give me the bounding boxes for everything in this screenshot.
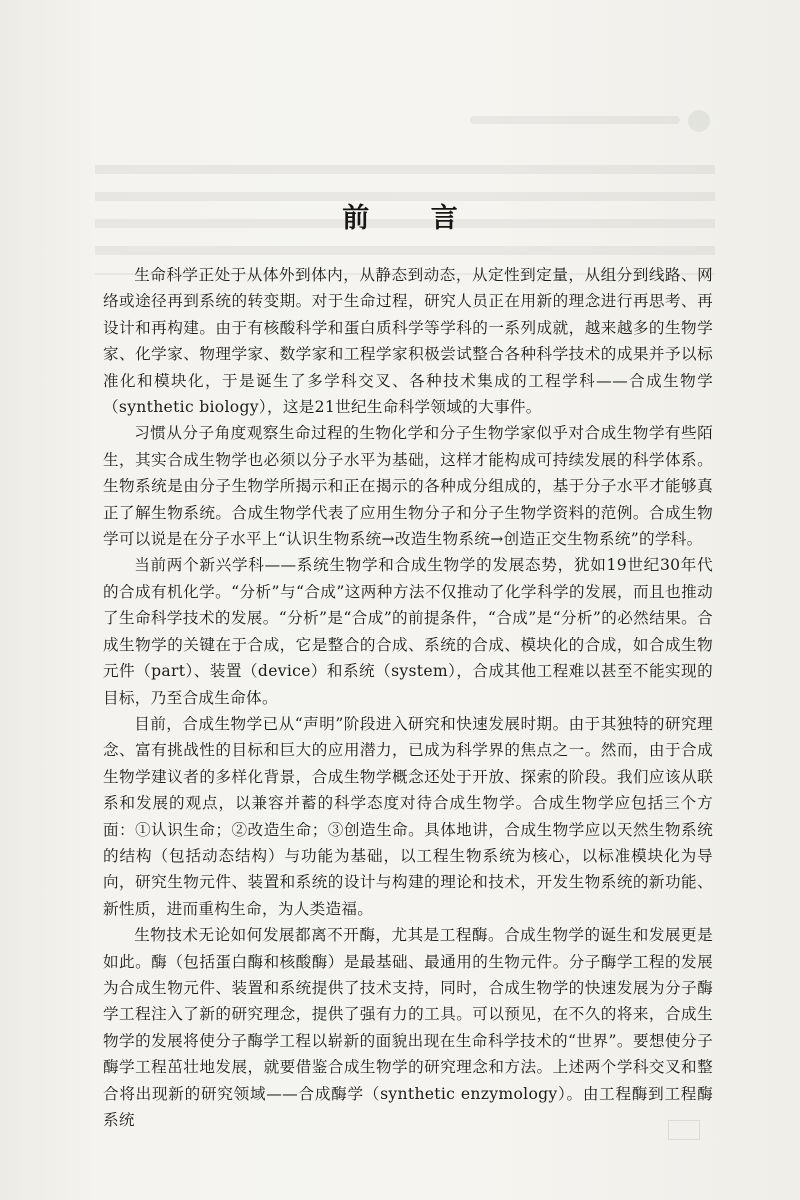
preface-body bbox=[103, 262, 713, 1133]
paragraph-5: 生物技术无论如何发展都离不开酶，尤其是工程酶。合成生物学的诞生和发展更是如此。酶（包括蛋白酶和核酸酶）是最基础、最通用的生物元件。分子酶学工程的发展为合成生物元件、装置和系统提供了技术支持，同时，合成生物学的快速发展为分子酶学工程注入了新的研究理念，提供了强有力的工具。可以预见，在不久的将来，合成生物学的发展将使分子酶学工程以崭新的面貌出现在生命科学技术的“世界”。要想使分子酶学工程茁壮地发展，就要借鉴合成生物学的研究理念和方法。上述两个学科交叉和整合将出现新的研究领域——合成酶学（synthetic enzymology）。由工程酶到工程酶系统 bbox=[103, 926, 713, 1129]
paragraph-1: 生命科学正处于从体外到体内，从静态到动态，从定性到定量，从组分到线路、网络或途径再到系统的转变期。对于生命过程，研究人员正在用新的理念进行再思考、再设计和再构建。由于有核酸科学和蛋白质科学等学科的一系列成就，越来越多的生物学家、化学家、物理学家、数学家和工程学家积极尝试整合各种科学技术的成果并予以标准化和模块化，于是诞生了多学科交叉、各种技术集成的工程学科——合成生物学（synthetic biology），这是21世纪生命科学领域的大事件。 bbox=[103, 266, 713, 417]
show-through-header bbox=[470, 110, 710, 132]
paragraph-2: 习惯从分子角度观察生命过程的生物化学和分子生物学家似乎对合成生物学有些陌生，其实合成生物学也必须以分子水平为基础，这样才能构成可持续发展的科学体系。生物系统是由分子生物学所揭示和正在揭示的各种成分组成的，基于分子水平才能够真正了解生物系统。合成生物学代表了应用生物分子和分子生物学资料的范例。合成生物学可以说是在分子水平上“认识生物系统→改造生物系统→创造正交生物系统”的学科。 bbox=[103, 424, 713, 549]
paragraph-3: 当前两个新兴学科——系统生物学和合成生物学的发展态势，犹如19世纪30年代的合成有机化学。“分析”与“合成”这两种方法不仅推动了化学科学的发展，而且也推动了生命科学技术的发展。“分析”是“合成”的前提条件，“合成”是“分析”的必然结果。合成生物学的关键在于合成，它是整合的合成、系统的合成、模块化的合成，如合成生物元件（part）、装置（device）和系统（system），合成其他工程难以甚至不能实现的目标，乃至合成生命体。 bbox=[103, 556, 713, 707]
paragraph-4: 目前，合成生物学已从“声明”阶段进入研究和快速发展时期。由于其独特的研究理念、富有挑战性的目标和巨大的应用潜力，已成为科学界的焦点之一。然而，由于合成生物学建议者的多样化背景，合成生物学概念还处于开放、探索的阶段。我们应该从联系和发展的观点，以兼容并蓄的科学态度对待合成生物学。合成生物学应包括三个方面：①认识生命；②改造生命；③创造生命。具体地讲，合成生物学应以天然生物系统的结构（包括动态结构）与功能为基础，以工程生物系统为核心，以标准模块化为导向，研究生物元件、装置和系统的设计与构建的理论和技术，开发生物系统的新功能、新性质，进而重构生命，为人类造福。 bbox=[103, 714, 713, 918]
page-title: 前 言 bbox=[342, 203, 484, 234]
